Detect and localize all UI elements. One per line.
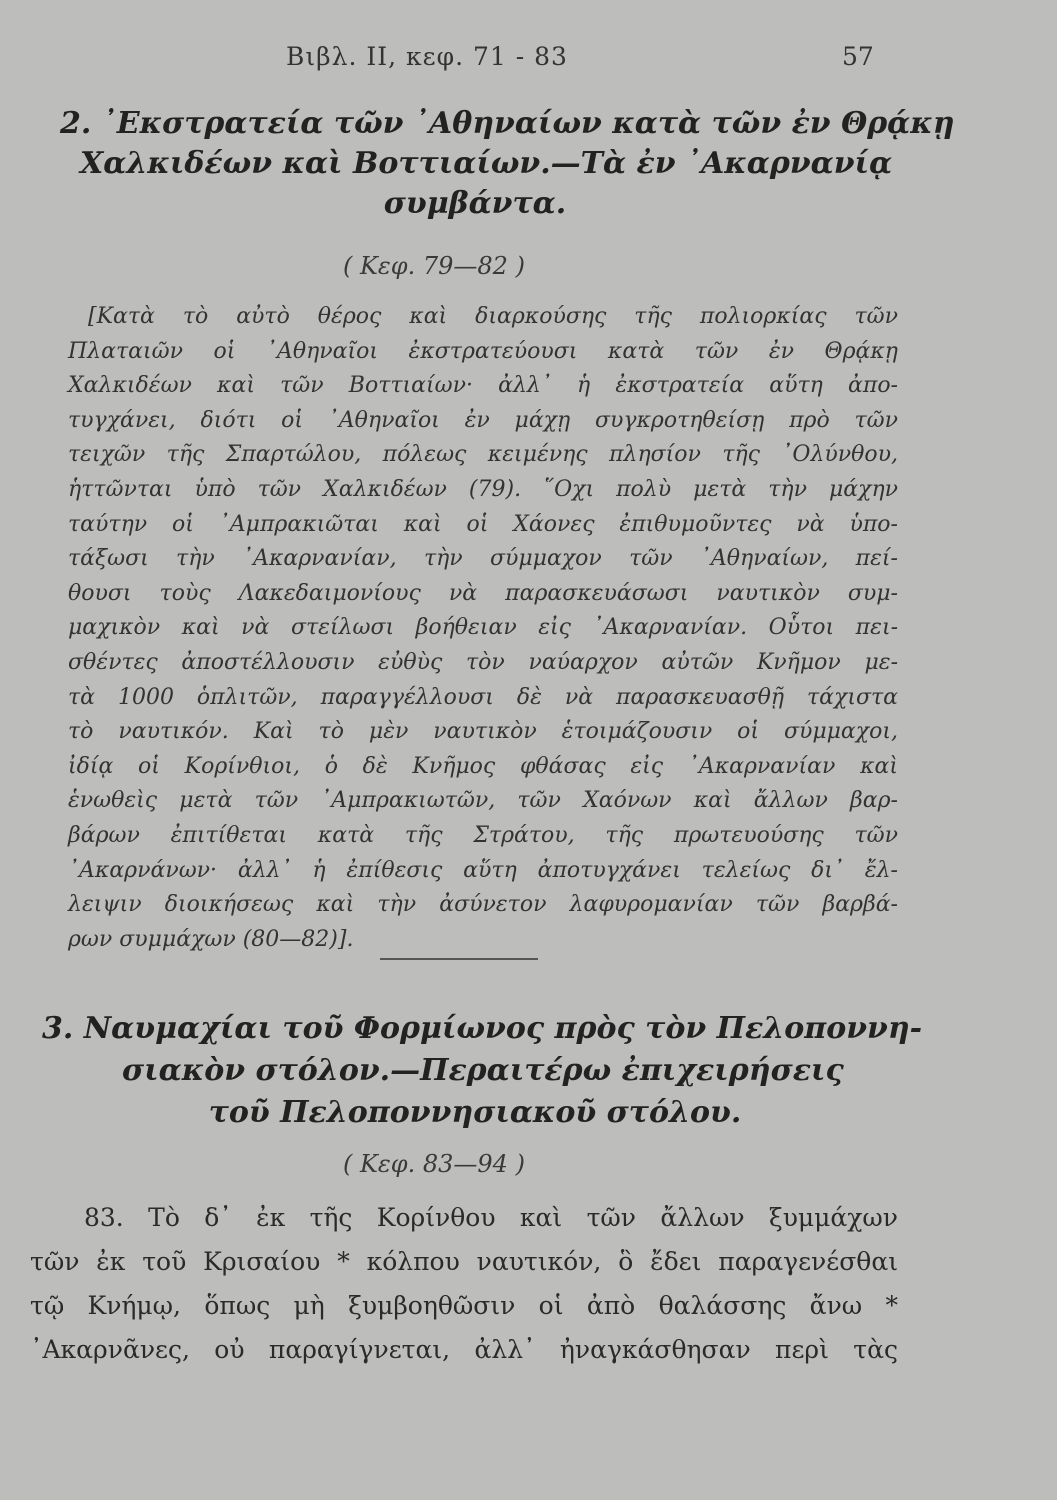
section-2-heading-line: Χαλκιδέων καὶ Βοττιαίων.—Τὰ ἐν ᾿Ακαρνανίᾳ bbox=[80, 146, 893, 181]
section-3-heading-line: τοῦ Πελοποννησιακοῦ στόλου. bbox=[208, 1095, 742, 1130]
summary-line: τυγχάνει, διότι οἱ ᾿Αθηναῖοι ἐν μάχῃ συγκροτηθείσῃ πρὸ τῶν bbox=[68, 407, 898, 433]
section-3-heading-line: σιακὸν στόλον.—Περαιτέρω ἐπιχειρήσεις bbox=[122, 1053, 844, 1088]
summary-line: βάρων ἐπιτίθεται κατὰ τῆς Στράτου, τῆς πρωτευούσης τῶν bbox=[68, 822, 898, 848]
section-2-heading-line: συμβάντα. bbox=[383, 186, 567, 221]
summary-line: λειψιν διοικήσεως καὶ τὴν ἀσύνετον λαφυρομανίαν τῶν βαρβά- bbox=[68, 892, 898, 918]
page-number: 57 bbox=[842, 42, 874, 71]
section-2-summary bbox=[68, 300, 898, 957]
summary-line: Χαλκιδέων καὶ τῶν Βοττιαίων· ἀλλ᾿ ἡ ἐκστρατεία αὕτη ἀπο- bbox=[68, 373, 898, 399]
summary-line: τὸ ναυτικόν. Καὶ τὸ μὲν ναυτικὸν ἑτοιμάζουσιν οἱ σύμμαχοι, bbox=[68, 719, 898, 745]
summary-line: τὰ 1000 ὁπλιτῶν, παραγγέλλουσι δὲ νὰ παρασκευασθῇ τάχιστα bbox=[68, 684, 898, 710]
summary-line: [Κατὰ τὸ αὐτὸ θέρος καὶ διαρκούσης τῆς πολιορκίας τῶν bbox=[88, 304, 898, 329]
summary-line: σθέντες ἀποστέλλουσιν εὐθὺς τὸν ναύαρχον αὐτῶν Κνῆμον με- bbox=[68, 649, 898, 675]
summary-line: τάξωσι τὴν ᾿Ακαρνανίαν, τὴν σύμμαχον τῶν ᾿Αθηναίων, πεί- bbox=[68, 546, 898, 572]
running-head bbox=[0, 42, 1057, 82]
summary-line: θουσι τοὺς Λακεδαιμονίους νὰ παρασκευάσωσι ναυτικὸν συμ- bbox=[68, 580, 898, 606]
section-divider bbox=[380, 958, 538, 960]
summary-line: ρων συμμάχων (80—82)]. bbox=[68, 926, 354, 952]
summary-line: Πλαταιῶν οἱ ᾿Αθηναῖοι ἐκστρατεύουσι κατὰ τῶν ἐν Θρᾴκῃ bbox=[68, 338, 898, 364]
summary-line: ᾿Ακαρνάνων· ἀλλ᾿ ἡ ἐπίθεσις αὕτη ἀποτυγχάνει τελείως δι᾿ ἔλ- bbox=[68, 857, 898, 883]
summary-line: ἰδίᾳ οἱ Κορίνθιοι, ὁ δὲ Κνῆμος φθάσας εἰς ᾿Ακαρνανίαν καὶ bbox=[68, 753, 898, 779]
section-3-heading-line: 3. Ναυμαχίαι τοῦ Φορμίωνος πρὸς τὸν Πελοποννη- bbox=[42, 1011, 923, 1046]
section-3-heading bbox=[40, 1008, 923, 1134]
section-3-text bbox=[30, 1196, 898, 1372]
summary-line: μαχικὸν καὶ νὰ στείλωσι βοήθειαν εἰς ᾿Ακαρνανίαν. Οὗτοι πει- bbox=[68, 615, 898, 641]
text-line: τῷ Κνήμῳ, ὅπως μὴ ξυμβοηθῶσιν οἱ ἀπὸ θαλάσσης ἄνω * bbox=[30, 1291, 898, 1320]
summary-line: ἡττῶνται ὑπὸ τῶν Χαλκιδέων (79). ῞Οχι πολὺ μετὰ τὴν μάχην bbox=[68, 476, 898, 502]
summary-line: τειχῶν τῆς Σπαρτώλου, πόλεως κειμένης πλησίον τῆς ᾿Ολύνθου, bbox=[68, 442, 898, 468]
summary-line: ἑνωθεὶς μετὰ τῶν ᾿Αμπρακιωτῶν, τῶν Χαόνων καὶ ἄλλων βαρ- bbox=[68, 788, 898, 814]
section-3-chapter-ref: ( Κεφ. 83—94 ) bbox=[343, 1150, 525, 1178]
summary-line: ταύτην οἱ ᾿Αμπρακιῶται καὶ οἱ Χάονες ἐπιθυμοῦντες νὰ ὑπο- bbox=[68, 511, 898, 537]
running-title: Βιβλ. ΙΙ, κεφ. 71 - 83 bbox=[286, 42, 568, 71]
text-line: ᾿Ακαρνᾶνες, οὐ παραγίγνεται, ἀλλ᾿ ἠναγκάσθησαν περὶ τὰς bbox=[30, 1335, 898, 1364]
section-2-heading-line: 2. ᾿Εκστρατεία τῶν ᾿Αθηναίων κατὰ τῶν ἐν Θρᾴκῃ bbox=[60, 106, 955, 141]
text-line: τῶν ἐκ τοῦ Κρισαίου * κόλπου ναυτικόν, ὃ ἔδει παραγενέσθαι bbox=[30, 1247, 898, 1276]
section-2-chapter-ref: ( Κεφ. 79—82 ) bbox=[343, 252, 525, 280]
section-2-heading bbox=[60, 104, 955, 224]
text-line: 83. Τὸ δ᾿ ἐκ τῆς Κορίνθου καὶ τῶν ἄλλων ξυμμάχων bbox=[84, 1203, 898, 1232]
